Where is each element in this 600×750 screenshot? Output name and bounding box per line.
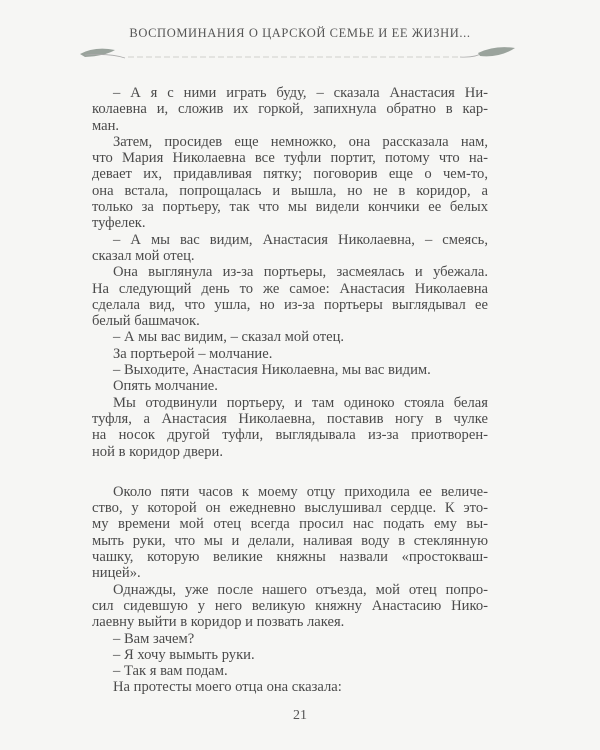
text-line: – Я хочу вымыть руки. xyxy=(113,646,255,663)
running-header: ВОСПОМИНАНИЯ О ЦАРСКОЙ СЕМЬЕ И ЕЕ ЖИЗНИ... xyxy=(129,26,471,40)
text-line: ницей». xyxy=(92,565,141,582)
text-line: лаевну выйти в коридор и позвать лакея. xyxy=(92,614,345,631)
text-line: сил сидевшую у него великую княжну Анастасию Нико- xyxy=(92,597,488,614)
text-line: – А мы вас видим, Анастасия Николаевна, – смеясь, xyxy=(113,231,488,248)
text-line: Затем, просидев еще немножко, она рассказала нам, xyxy=(113,133,488,150)
text-line: что Мария Николаевна все туфли портит, потому что на- xyxy=(92,150,488,167)
page-number: 21 xyxy=(293,708,307,723)
text-line: колаевна и, сложив их горкой, запихнула обратно в кар- xyxy=(92,101,488,118)
text-line: мыть руки, что мы и делали, наливая воду в стеклянную xyxy=(92,532,488,549)
text-line: туфелек. xyxy=(92,215,146,232)
text-line: девает их, придавливая пятку; поговорив еще о чем-то, xyxy=(92,166,488,183)
text-line: – Выходите, Анастасия Николаевна, мы вас видим. xyxy=(113,362,431,379)
body-text xyxy=(92,85,488,696)
text-line: на носок другой туфли, выглядывала из-за приотворен- xyxy=(92,427,488,444)
text-line: Мы отодвинули портьеру, и там одиноко стояла белая xyxy=(113,394,488,411)
text-line: белый башмачок. xyxy=(92,313,200,330)
text-line: сказал мой отец. xyxy=(92,247,195,264)
text-line: Однажды, уже после нашего отъезда, мой отец попро- xyxy=(113,581,488,598)
text-line: ман. xyxy=(92,117,120,134)
text-line: – А я с ними играть буду, – сказала Анастасия Ни- xyxy=(113,85,488,101)
text-line: ство, у которой он ежедневно выслушивал сердце. К это- xyxy=(92,500,488,517)
section-break xyxy=(92,460,488,484)
text-line: Она выглянула из-за портьеры, засмеялась и убежала. xyxy=(113,264,488,281)
text-line: му времени мой отец всегда просил нас подать ему вы- xyxy=(92,516,488,533)
text-line: сделала вид, что ушла, но из-за портьеры выглядывал ее xyxy=(92,296,488,313)
text-line: ной в коридор двери. xyxy=(92,443,223,460)
text-line: она встала, попрощалась и вышла, но не в коридор, а xyxy=(92,182,488,199)
text-line: Опять молчание. xyxy=(113,378,218,395)
text-line: Около пяти часов к моему отцу приходила ее величе- xyxy=(113,483,488,500)
text-line: только за портьеру, так что мы видели кончики ее белых xyxy=(92,199,488,216)
feather-ornament-divider xyxy=(80,44,520,64)
text-line: туфля, а Анастасия Николаевна, поставив ногу в чулке xyxy=(92,410,488,427)
text-line: – Так я вам подам. xyxy=(113,663,228,680)
text-line: За портьерой – молчание. xyxy=(113,345,273,362)
text-line: чашку, которую великие княжны назвали «простокваш- xyxy=(92,549,488,566)
text-line: – Вам зачем? xyxy=(113,630,195,647)
text-line: На следующий день то же самое: Анастасия Николаевна xyxy=(92,280,488,297)
text-line: На протесты моего отца она сказала: xyxy=(113,679,342,696)
text-line: – А мы вас видим, – сказал мой отец. xyxy=(113,329,345,346)
